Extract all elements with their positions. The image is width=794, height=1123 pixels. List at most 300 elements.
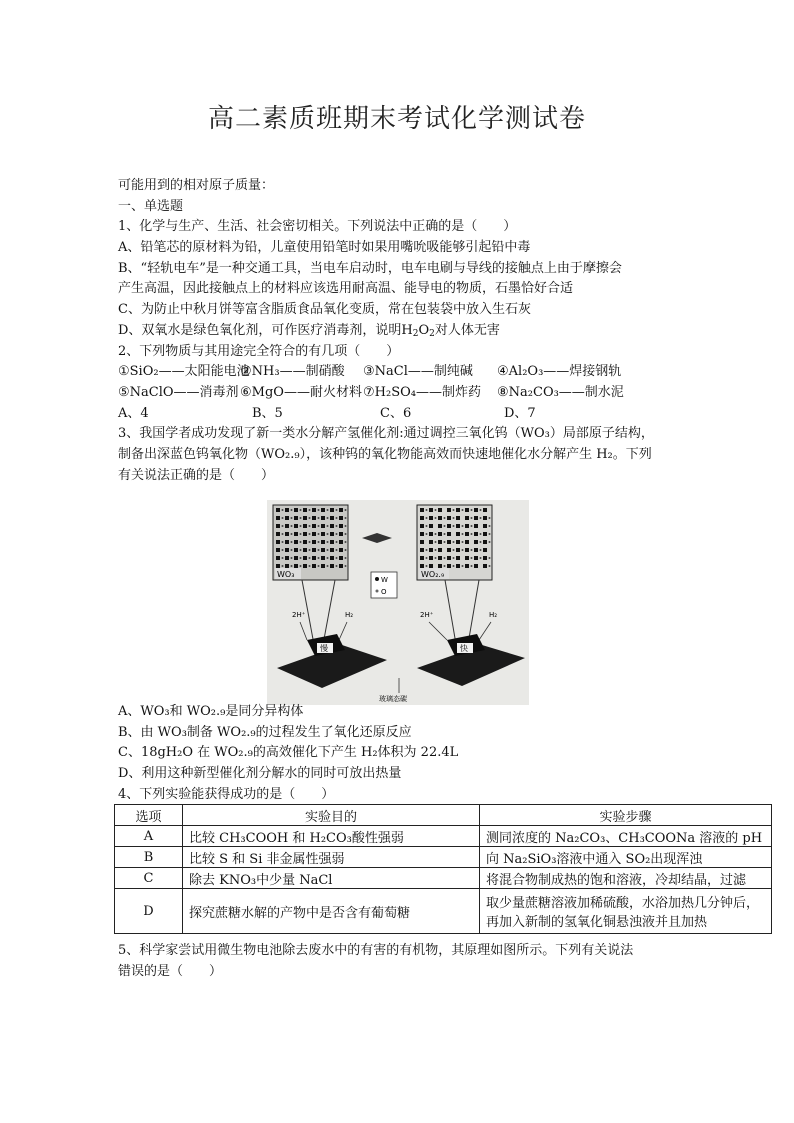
lattice-w-atom	[294, 508, 298, 512]
glassy-carbon-label: 玻璃态碳	[379, 695, 407, 703]
lattice-o-atom	[291, 549, 293, 551]
lattice-o-atom	[327, 525, 329, 527]
lattice-o-atom	[480, 517, 482, 519]
lattice-o-atom	[336, 565, 338, 567]
row-step-line2: 再加入新制的氢氧化铜悬浊液并且加热	[486, 915, 708, 930]
lattice-w-atom	[438, 508, 442, 512]
lattice-o-atom	[435, 557, 437, 559]
lattice-w-atom	[474, 524, 478, 528]
lattice-o-atom	[435, 517, 437, 519]
lattice-w-atom	[474, 556, 478, 560]
lattice-w-atom	[312, 548, 316, 552]
lattice-o-atom	[471, 533, 473, 535]
lattice-o-atom	[300, 509, 302, 511]
lattice-w-atom	[447, 556, 451, 560]
lattice-o-atom	[489, 533, 491, 535]
lattice-w-atom	[294, 556, 298, 560]
lattice-w-atom	[294, 564, 298, 568]
lattice-o-atom	[336, 533, 338, 535]
lattice-w-atom	[339, 524, 343, 528]
lattice-w-atom	[438, 548, 442, 552]
lattice-w-atom	[285, 548, 289, 552]
lattice-w-atom	[276, 516, 280, 520]
row-step	[480, 889, 772, 934]
questions-top	[118, 176, 678, 486]
q5-line1: 5、科学家尝试用微生物电池除去废水中的有害的有机物，其原理如图所示。下列有关说法	[118, 943, 634, 958]
lattice-w-atom	[420, 524, 424, 528]
lattice-w-atom	[438, 524, 442, 528]
lattice-o-atom	[462, 533, 464, 535]
lattice-o-atom	[345, 565, 347, 567]
lattice-o-atom	[462, 549, 464, 551]
lattice-w-atom	[303, 540, 307, 544]
lattice-o-atom	[300, 533, 302, 535]
lattice-o-atom	[309, 549, 311, 551]
lattice-o-atom	[318, 517, 320, 519]
table-row	[115, 868, 772, 889]
lattice-o-atom	[453, 509, 455, 511]
q2-item-3: ③NaCl——制纯碱	[363, 364, 473, 380]
header-goal: 实验目的	[183, 805, 480, 826]
lattice-o-atom	[327, 533, 329, 535]
lattice-o-atom	[336, 517, 338, 519]
lattice-w-atom	[483, 532, 487, 536]
lattice-o-atom	[309, 557, 311, 559]
lattice-w-atom	[438, 540, 442, 544]
q3-options	[118, 702, 458, 785]
lattice-w-atom	[474, 516, 478, 520]
lattice-w-atom	[303, 532, 307, 536]
lattice-w-atom	[276, 564, 280, 568]
lattice-o-atom	[462, 525, 464, 527]
lattice-w-atom	[330, 524, 334, 528]
q1-d-mid: O	[418, 322, 430, 338]
lattice-w-atom	[420, 548, 424, 552]
lattice-w-atom	[429, 564, 433, 568]
lattice-w-atom	[330, 564, 334, 568]
lattice-o-atom	[435, 541, 437, 543]
lattice-w-atom	[312, 516, 316, 520]
page-title: 高二素质班期末考试化学测试卷	[207, 104, 586, 134]
lattice-o-atom	[426, 549, 428, 551]
lattice-w-atom	[483, 516, 487, 520]
lattice-o-atom	[318, 541, 320, 543]
lattice-o-atom	[453, 525, 455, 527]
lattice-o-atom	[291, 533, 293, 535]
lattice-o-atom	[336, 549, 338, 551]
q1-option-b-line1: B、“轻轨电车”是一种交通工具，当电车启动时，电车电刷与导线的接触点上由于摩擦会	[118, 260, 622, 276]
q2-choice-b: B、5	[252, 405, 283, 421]
q3-stem-line3: 有关说法正确的是（ ）	[118, 467, 275, 483]
q1-option-d	[118, 321, 678, 342]
lattice-o-atom	[282, 541, 284, 543]
lattice-w-atom	[330, 556, 334, 560]
lattice-w-atom	[438, 556, 442, 560]
lattice-w-atom	[321, 524, 325, 528]
lattice-o-atom	[471, 517, 473, 519]
fast-label: 快	[460, 644, 468, 653]
lattice-w-atom	[447, 532, 451, 536]
lattice-o-atom	[453, 517, 455, 519]
q5-stem	[118, 941, 718, 982]
lattice-o-atom	[426, 517, 428, 519]
lattice-w-atom	[456, 516, 460, 520]
section-heading: 一、单选题	[118, 198, 184, 214]
q3-option-b: B、由 WO₃制备 WO₂.₉的过程发生了氧化还原反应	[118, 724, 412, 740]
lattice-o-atom	[318, 565, 320, 567]
lattice-w-atom	[420, 508, 424, 512]
lattice-o-atom	[480, 533, 482, 535]
lattice-w-atom	[447, 548, 451, 552]
lattice-o-atom	[471, 525, 473, 527]
lattice-o-atom	[345, 541, 347, 543]
lattice-w-atom	[420, 556, 424, 560]
lattice-o-atom	[444, 525, 446, 527]
lattice-w-atom	[321, 564, 325, 568]
lattice-o-atom	[309, 525, 311, 527]
lattice-w-atom	[339, 532, 343, 536]
q3-option-c: C、18gH₂O 在 WO₂.₉的高效催化下产生 H₂体积为 22.4L	[118, 745, 459, 761]
q3-option-a: A、WO₃和 WO₂.₉是同分异构体	[118, 704, 304, 719]
q2-choice-a: A、4	[118, 405, 149, 421]
lattice-w-atom	[474, 564, 478, 568]
row-option: B	[115, 847, 183, 868]
lattice-w-atom	[447, 516, 451, 520]
q2-item-4: ④Al₂O₃——焊接钢轨	[497, 364, 622, 380]
q1-d-sub1: 2	[412, 328, 419, 339]
lattice-w-atom	[285, 564, 289, 568]
lattice-o-atom	[471, 549, 473, 551]
lattice-w-atom	[321, 540, 325, 544]
lattice-w-atom	[339, 556, 343, 560]
lattice-w-atom	[330, 516, 334, 520]
lattice-o-atom	[426, 557, 428, 559]
lattice-w-atom	[465, 516, 469, 520]
lattice-o-atom	[318, 533, 320, 535]
q1-option-c: C、为防止中秋月饼等富含脂质食品氧化变质，常在包装袋中放入生石灰	[118, 302, 531, 318]
lattice-o-atom	[291, 517, 293, 519]
lattice-w-atom	[294, 540, 298, 544]
lattice-o-atom	[318, 549, 320, 551]
lattice-w-atom	[420, 516, 424, 520]
lattice-o-atom	[345, 525, 347, 527]
lattice-o-atom	[300, 541, 302, 543]
q2-item-2: ②NH₃——制硝酸	[240, 364, 345, 380]
lattice-o-atom	[336, 557, 338, 559]
right-h-plus: 2H⁺	[420, 611, 434, 619]
lattice-o-atom	[453, 541, 455, 543]
lattice-w-atom	[429, 556, 433, 560]
experiment-table	[114, 804, 772, 934]
lattice-o-atom	[489, 565, 491, 567]
lattice-w-atom	[339, 516, 343, 520]
lattice-o-atom	[300, 549, 302, 551]
lattice-o-atom	[444, 517, 446, 519]
lattice-o-atom	[435, 549, 437, 551]
q2-choice-d: D、7	[504, 405, 536, 421]
lattice-w-atom	[339, 564, 343, 568]
q2-item-7: ⑦H₂SO₄——制炸药	[363, 384, 481, 400]
lattice-w-atom	[483, 524, 487, 528]
lattice-w-atom	[465, 532, 469, 536]
lattice-o-atom	[300, 525, 302, 527]
lattice-o-atom	[327, 517, 329, 519]
lattice-o-atom	[327, 541, 329, 543]
lattice-w-atom	[303, 524, 307, 528]
lattice-w-atom	[321, 516, 325, 520]
lattice-o-atom	[444, 541, 446, 543]
lattice-w-atom	[276, 540, 280, 544]
q5-line2: 错误的是（ ）	[118, 963, 223, 979]
lattice-o-atom	[282, 525, 284, 527]
lattice-w-atom	[285, 516, 289, 520]
lattice-o-atom	[453, 557, 455, 559]
lattice-o-atom	[345, 557, 347, 559]
lattice-w-atom	[339, 540, 343, 544]
lattice-w-atom	[285, 556, 289, 560]
q1-d-post: 对人体无害	[434, 322, 500, 338]
lattice-w-atom	[276, 556, 280, 560]
q2-item-1: ①SiO₂——太阳能电池	[118, 364, 250, 380]
lattice-w-atom	[276, 532, 280, 536]
lattice-w-atom	[465, 556, 469, 560]
wo29-label: WO₂.₉	[421, 570, 445, 579]
lattice-w-atom	[276, 508, 280, 512]
lattice-o-atom	[327, 565, 329, 567]
lattice-o-atom	[282, 565, 284, 567]
lattice-w-atom	[429, 516, 433, 520]
lattice-w-atom	[303, 564, 307, 568]
lattice-o-atom	[480, 541, 482, 543]
lattice-o-atom	[435, 533, 437, 535]
legend-o-dot	[376, 590, 379, 593]
lattice-w-atom	[456, 540, 460, 544]
lattice-w-atom	[438, 532, 442, 536]
header-step: 实验步骤	[480, 805, 772, 826]
lattice-o-atom	[489, 557, 491, 559]
lattice-w-atom	[285, 540, 289, 544]
lattice-w-atom	[483, 556, 487, 560]
lattice-w-atom	[447, 508, 451, 512]
legend-w-dot	[375, 577, 379, 581]
q1-d-sub2: 2	[429, 328, 435, 339]
lattice-o-atom	[282, 509, 284, 511]
lattice-w-atom	[474, 532, 478, 536]
lattice-o-atom	[489, 517, 491, 519]
lattice-w-atom	[474, 540, 478, 544]
lattice-w-atom	[420, 540, 424, 544]
lattice-o-atom	[309, 509, 311, 511]
slow-label: 慢	[320, 644, 328, 653]
lattice-o-atom	[291, 525, 293, 527]
left-h-plus: 2H⁺	[292, 611, 306, 619]
lattice-w-atom	[294, 524, 298, 528]
lattice-w-atom	[465, 548, 469, 552]
lattice-o-atom	[462, 541, 464, 543]
lattice-w-atom	[483, 508, 487, 512]
intro-line: 可能用到的相对原子质量：	[118, 178, 275, 193]
lattice-o-atom	[300, 517, 302, 519]
lattice-w-atom	[285, 524, 289, 528]
lattice-o-atom	[327, 509, 329, 511]
lattice-w-atom	[456, 548, 460, 552]
lattice-w-atom	[321, 556, 325, 560]
lattice-w-atom	[465, 564, 469, 568]
lattice-o-atom	[300, 557, 302, 559]
lattice-o-atom	[444, 557, 446, 559]
row-goal: 比较 S 和 Si 非金属性强弱	[183, 847, 480, 868]
lattice-o-atom	[435, 509, 437, 511]
lattice-w-atom	[285, 532, 289, 536]
lattice-w-atom	[438, 516, 442, 520]
lattice-o-atom	[291, 541, 293, 543]
q1-option-a: A、铅笔芯的原材料为铅，儿童使用铅笔时如果用嘴吮吸能够引起铅中毒	[118, 240, 531, 256]
lattice-w-atom	[483, 540, 487, 544]
q2-choice-c: C、6	[380, 405, 412, 421]
lattice-o-atom	[327, 549, 329, 551]
lattice-o-atom	[453, 565, 455, 567]
legend-o-label: O	[381, 588, 387, 596]
lattice-w-atom	[447, 524, 451, 528]
row-option: C	[115, 868, 183, 889]
lattice-w-atom	[483, 564, 487, 568]
lattice-w-atom	[303, 548, 307, 552]
lattice-w-atom	[330, 540, 334, 544]
lattice-o-atom	[471, 565, 473, 567]
lattice-o-atom	[318, 525, 320, 527]
q2-stem: 2、下列物质与其用途完全符合的有几项（ ）	[118, 343, 400, 359]
wo3-label: WO₃	[277, 570, 295, 579]
q3-option-d: D、利用这种新型催化剂分解水的同时可放出热量	[118, 766, 402, 782]
q3-stem-line1: 3、我国学者成功发现了新一类水分解产氢催化剂:通过调控三氧化钨（WO₃）局部原子结构，	[118, 426, 654, 442]
row-step: 测同浓度的 Na₂CO₃、CH₃COONa 溶液的 pH	[480, 826, 772, 847]
row-step: 向 Na₂SiO₃溶液中通入 SO₂出现浑浊	[480, 847, 772, 868]
lattice-w-atom	[474, 548, 478, 552]
table-row	[115, 889, 772, 934]
lattice-o-atom	[426, 509, 428, 511]
lattice-o-atom	[426, 565, 428, 567]
lattice-w-atom	[456, 508, 460, 512]
q2-items-row1	[118, 362, 678, 383]
lattice-o-atom	[345, 533, 347, 535]
lattice-w-atom	[456, 564, 460, 568]
lattice-w-atom	[312, 532, 316, 536]
lattice-o-atom	[336, 509, 338, 511]
q2-item-6: ⑥MgO——耐火材料	[240, 384, 362, 400]
q1-stem: 1、化学与生产、生活、社会密切相关。下列说法中正确的是（ ）	[118, 219, 517, 235]
q1-option-b-line2: 产生高温，因此接触点上的材料应该选用耐高温、能导电的物质，石墨恰好合适	[118, 281, 574, 297]
lattice-o-atom	[345, 549, 347, 551]
lattice-w-atom	[312, 564, 316, 568]
lattice-w-atom	[483, 548, 487, 552]
lattice-o-atom	[282, 549, 284, 551]
lattice-w-atom	[294, 548, 298, 552]
lattice-w-atom	[339, 548, 343, 552]
lattice-w-atom	[429, 508, 433, 512]
lattice-o-atom	[453, 549, 455, 551]
lattice-w-atom	[429, 532, 433, 536]
lattice-o-atom	[426, 533, 428, 535]
row-goal: 比较 CH₃COOH 和 H₂CO₃酸性强弱	[183, 826, 480, 847]
lattice-w-atom	[465, 524, 469, 528]
lattice-o-atom	[489, 525, 491, 527]
lattice-o-atom	[291, 509, 293, 511]
lattice-w-atom	[465, 508, 469, 512]
lattice-o-atom	[462, 509, 464, 511]
lattice-w-atom	[429, 548, 433, 552]
lattice-o-atom	[471, 509, 473, 511]
lattice-w-atom	[303, 508, 307, 512]
table-header-row	[115, 805, 772, 826]
lattice-o-atom	[462, 565, 464, 567]
lattice-w-atom	[447, 564, 451, 568]
row-option: D	[115, 889, 183, 934]
lattice-o-atom	[309, 541, 311, 543]
lattice-w-atom	[312, 556, 316, 560]
lattice-w-atom	[438, 564, 442, 568]
lattice-o-atom	[327, 557, 329, 559]
left-h2: H₂	[345, 611, 354, 619]
table-row	[115, 847, 772, 868]
lattice-w-atom	[330, 508, 334, 512]
q4-stem: 4、下列实验能获得成功的是（ ）	[118, 787, 335, 802]
lattice-o-atom	[282, 517, 284, 519]
lattice-o-atom	[282, 557, 284, 559]
lattice-o-atom	[336, 525, 338, 527]
lattice-w-atom	[474, 508, 478, 512]
lattice-o-atom	[300, 565, 302, 567]
lattice-w-atom	[456, 532, 460, 536]
lattice-w-atom	[429, 540, 433, 544]
lattice-o-atom	[309, 517, 311, 519]
lattice-w-atom	[420, 532, 424, 536]
lattice-o-atom	[480, 557, 482, 559]
lattice-w-atom	[285, 508, 289, 512]
lattice-o-atom	[489, 541, 491, 543]
lattice-w-atom	[312, 540, 316, 544]
q2-item-5: ⑤NaClO——消毒剂	[118, 384, 239, 400]
lattice-w-atom	[429, 524, 433, 528]
header-option: 选项	[115, 805, 183, 826]
legend-w-label: W	[381, 576, 388, 584]
table-row	[115, 826, 772, 847]
lattice-w-atom	[276, 524, 280, 528]
lattice-w-atom	[321, 548, 325, 552]
lattice-o-atom	[345, 509, 347, 511]
row-option: A	[115, 826, 183, 847]
lattice-w-atom	[312, 524, 316, 528]
lattice-o-atom	[309, 565, 311, 567]
q2-items-row2	[118, 383, 678, 404]
lattice-o-atom	[291, 557, 293, 559]
lattice-o-atom	[480, 509, 482, 511]
lattice-o-atom	[309, 533, 311, 535]
lattice-o-atom	[480, 549, 482, 551]
lattice-w-atom	[465, 540, 469, 544]
lattice-w-atom	[456, 524, 460, 528]
row-goal: 探究蔗糖水解的产物中是否含有葡萄糖	[183, 889, 480, 934]
q3-stem-line2: 制备出深蓝色钨氧化物（WO₂.₉），该种钨的氧化物能高效而快速地催化水分解产生 H₂。下列	[118, 446, 652, 462]
q2-choices	[118, 404, 678, 425]
q1-d-pre: D、双氧水是绿色氧化剂，可作医疗消毒剂，说明H	[118, 322, 413, 338]
lattice-o-atom	[282, 533, 284, 535]
lattice-w-atom	[339, 508, 343, 512]
q2-item-8: ⑧Na₂CO₃——制水泥	[497, 384, 624, 400]
catalyst-figure	[267, 500, 529, 705]
row-step-line1: 取少量蔗糖溶液加稀硫酸，水浴加热几分钟后，	[486, 896, 760, 911]
lattice-w-atom	[276, 548, 280, 552]
lattice-w-atom	[321, 532, 325, 536]
